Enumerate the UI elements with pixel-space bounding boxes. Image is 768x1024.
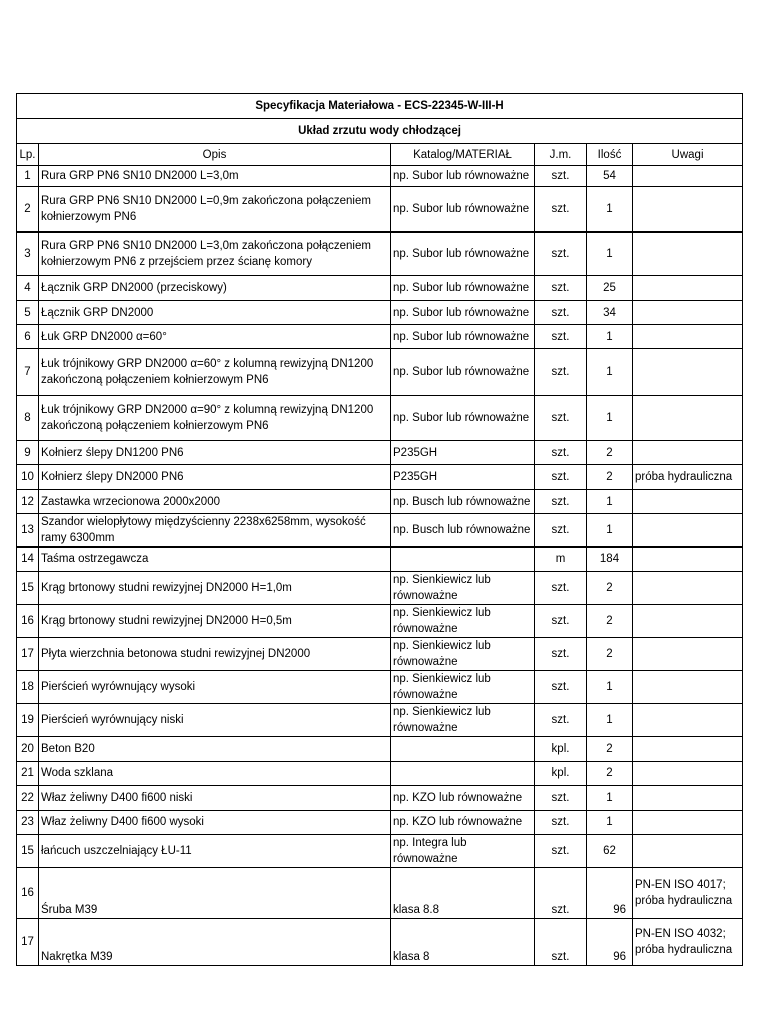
header-notes: Uwagi: [633, 144, 743, 166]
row-number: 9: [17, 441, 39, 465]
row-notes: [633, 834, 743, 867]
row-quantity: 1: [587, 232, 633, 276]
table-row: [17, 441, 743, 465]
row-notes: [633, 490, 743, 514]
row-catalog: np. Subor lub równoważne: [391, 166, 535, 187]
row-number: 20: [17, 736, 39, 761]
row-notes: PN-EN ISO 4032; próba hydrauliczna: [633, 918, 743, 965]
row-notes: [633, 232, 743, 276]
row-notes: [633, 276, 743, 301]
table-row: [17, 637, 743, 670]
row-number: 15: [17, 834, 39, 867]
row-description: Krąg brtonowy studni rewizyjnej DN2000 H=0,5m: [39, 604, 391, 637]
row-catalog: [391, 736, 535, 761]
row-description: Rura GRP PN6 SN10 DN2000 L=3,0m: [39, 166, 391, 187]
row-description: Beton B20: [39, 736, 391, 761]
material-specification-table: [16, 93, 743, 966]
row-quantity: 1: [587, 325, 633, 349]
row-notes: [633, 785, 743, 810]
row-description: Pierścień wyrównujący niski: [39, 703, 391, 736]
row-quantity: 25: [587, 276, 633, 301]
table-row: [17, 736, 743, 761]
row-number: 12: [17, 490, 39, 514]
row-number: 7: [17, 349, 39, 396]
table-row: [17, 785, 743, 810]
row-catalog: np. Sienkiewicz lub równoważne: [391, 604, 535, 637]
row-number: 17: [17, 637, 39, 670]
table-row: [17, 670, 743, 703]
table-row: [17, 703, 743, 736]
row-notes: [633, 349, 743, 396]
row-description: Śruba M39: [39, 867, 391, 918]
table-row: [17, 490, 743, 514]
row-notes: [633, 514, 743, 548]
row-catalog: np. Subor lub równoważne: [391, 187, 535, 232]
row-number: 15: [17, 571, 39, 604]
row-quantity: 1: [587, 785, 633, 810]
row-number: 16: [17, 867, 39, 918]
row-number: 17: [17, 918, 39, 965]
table-row: [17, 571, 743, 604]
row-notes: [633, 637, 743, 670]
row-description: Szandor wielopłytowy międzyścienny 2238x6258mm, wysokość ramy 6300mm: [39, 514, 391, 548]
row-unit: szt.: [535, 301, 587, 325]
row-notes: [633, 547, 743, 571]
header-quantity: Ilość: [587, 144, 633, 166]
row-quantity: 2: [587, 465, 633, 490]
document-title: Specyfikacja Materiałowa - ECS-22345-W-III-H: [17, 94, 743, 119]
row-quantity: 96: [587, 867, 633, 918]
row-description: Właz żeliwny D400 fi600 wysoki: [39, 810, 391, 834]
row-unit: szt.: [535, 166, 587, 187]
row-catalog: np. Sienkiewicz lub równoważne: [391, 670, 535, 703]
row-number: 21: [17, 761, 39, 785]
row-catalog: np. Subor lub równoważne: [391, 396, 535, 441]
row-number: 5: [17, 301, 39, 325]
row-notes: [633, 396, 743, 441]
row-catalog: np. KZO lub równoważne: [391, 785, 535, 810]
table-row: [17, 547, 743, 571]
table-row: [17, 514, 743, 548]
row-unit: kpl.: [535, 761, 587, 785]
row-quantity: 2: [587, 441, 633, 465]
row-description: Kołnierz ślepy DN1200 PN6: [39, 441, 391, 465]
row-quantity: 1: [587, 490, 633, 514]
row-catalog: np. KZO lub równoważne: [391, 810, 535, 834]
row-unit: szt.: [535, 785, 587, 810]
row-number: 22: [17, 785, 39, 810]
header-description: Opis: [39, 144, 391, 166]
row-number: 6: [17, 325, 39, 349]
row-catalog: np. Sienkiewicz lub równoważne: [391, 571, 535, 604]
row-description: Rura GRP PN6 SN10 DN2000 L=0,9m zakończona połączeniem kołnierzowym PN6: [39, 187, 391, 232]
row-number: 23: [17, 810, 39, 834]
row-notes: próba hydrauliczna: [633, 465, 743, 490]
row-catalog: [391, 547, 535, 571]
row-number: 18: [17, 670, 39, 703]
row-unit: szt.: [535, 703, 587, 736]
row-catalog: np. Sienkiewicz lub równoważne: [391, 637, 535, 670]
row-notes: [633, 325, 743, 349]
row-notes: [633, 571, 743, 604]
row-description: Właz żeliwny D400 fi600 niski: [39, 785, 391, 810]
row-number: 10: [17, 465, 39, 490]
row-unit: szt.: [535, 810, 587, 834]
row-catalog: np. Subor lub równoważne: [391, 349, 535, 396]
row-notes: [633, 703, 743, 736]
row-notes: [633, 301, 743, 325]
row-catalog: np. Subor lub równoważne: [391, 276, 535, 301]
row-unit: szt.: [535, 867, 587, 918]
row-catalog: np. Subor lub równoważne: [391, 232, 535, 276]
row-quantity: 34: [587, 301, 633, 325]
header-unit: J.m.: [535, 144, 587, 166]
table-row: [17, 761, 743, 785]
row-quantity: 62: [587, 834, 633, 867]
row-number: 16: [17, 604, 39, 637]
row-number: 2: [17, 187, 39, 232]
row-unit: szt.: [535, 834, 587, 867]
row-quantity: 2: [587, 736, 633, 761]
table-row: [17, 834, 743, 867]
row-catalog: np. Busch lub równoważne: [391, 490, 535, 514]
table-row: [17, 867, 743, 918]
table-row: [17, 232, 743, 276]
row-unit: m: [535, 547, 587, 571]
row-quantity: 1: [587, 349, 633, 396]
row-number: 14: [17, 547, 39, 571]
row-number: 19: [17, 703, 39, 736]
row-description: Łuk trójnikowy GRP DN2000 α=60° z kolumną rewizyjną DN1200 zakończoną połączeniem kołnierzowym PN6: [39, 349, 391, 396]
row-description: Woda szklana: [39, 761, 391, 785]
column-header-row: [17, 144, 743, 166]
row-unit: szt.: [535, 637, 587, 670]
row-description: Płyta wierzchnia betonowa studni rewizyjnej DN2000: [39, 637, 391, 670]
row-catalog: np. Integra lub równoważne: [391, 834, 535, 867]
row-unit: szt.: [535, 571, 587, 604]
table-row: [17, 301, 743, 325]
row-description: Kołnierz ślepy DN2000 PN6: [39, 465, 391, 490]
row-unit: szt.: [535, 441, 587, 465]
table-row: [17, 396, 743, 441]
row-catalog: np. Subor lub równoważne: [391, 325, 535, 349]
row-quantity: 2: [587, 637, 633, 670]
row-description: Rura GRP PN6 SN10 DN2000 L=3,0m zakończona połączeniem kołnierzowym PN6 z przejściem przez ścianę komory: [39, 232, 391, 276]
row-unit: szt.: [535, 918, 587, 965]
row-description: Łącznik GRP DN2000 (przeciskowy): [39, 276, 391, 301]
row-quantity: 96: [587, 918, 633, 965]
row-unit: szt.: [535, 514, 587, 548]
row-quantity: 1: [587, 514, 633, 548]
row-unit: szt.: [535, 276, 587, 301]
row-unit: szt.: [535, 187, 587, 232]
table-row: [17, 810, 743, 834]
row-unit: szt.: [535, 604, 587, 637]
table-row: [17, 918, 743, 965]
row-quantity: 1: [587, 670, 633, 703]
row-quantity: 1: [587, 810, 633, 834]
row-notes: [633, 761, 743, 785]
table-row: [17, 187, 743, 232]
row-number: 13: [17, 514, 39, 548]
row-catalog: klasa 8.8: [391, 867, 535, 918]
row-quantity: 2: [587, 571, 633, 604]
row-notes: [633, 810, 743, 834]
table-row: [17, 276, 743, 301]
row-catalog: np. Busch lub równoważne: [391, 514, 535, 548]
row-description: Nakrętka M39: [39, 918, 391, 965]
row-catalog: P235GH: [391, 441, 535, 465]
row-quantity: 1: [587, 396, 633, 441]
row-catalog: np. Sienkiewicz lub równoważne: [391, 703, 535, 736]
row-unit: szt.: [535, 232, 587, 276]
row-unit: szt.: [535, 670, 587, 703]
row-description: Pierścień wyrównujący wysoki: [39, 670, 391, 703]
row-quantity: 2: [587, 761, 633, 785]
table-row: [17, 465, 743, 490]
row-quantity: 184: [587, 547, 633, 571]
row-number: 8: [17, 396, 39, 441]
row-description: Zastawka wrzecionowa 2000x2000: [39, 490, 391, 514]
row-description: Łuk trójnikowy GRP DN2000 α=90° z kolumną rewizyjną DN1200 zakończoną połączeniem kołnierzowym PN6: [39, 396, 391, 441]
row-number: 4: [17, 276, 39, 301]
row-notes: [633, 187, 743, 232]
row-number: 1: [17, 166, 39, 187]
row-description: Łącznik GRP DN2000: [39, 301, 391, 325]
row-description: łańcuch uszczelniający ŁU-11: [39, 834, 391, 867]
row-unit: szt.: [535, 465, 587, 490]
row-unit: szt.: [535, 325, 587, 349]
row-catalog: P235GH: [391, 465, 535, 490]
row-notes: [633, 670, 743, 703]
row-catalog: klasa 8: [391, 918, 535, 965]
table-row: [17, 325, 743, 349]
row-notes: [633, 166, 743, 187]
row-quantity: 2: [587, 604, 633, 637]
row-unit: szt.: [535, 349, 587, 396]
row-description: Krąg brtonowy studni rewizyjnej DN2000 H=1,0m: [39, 571, 391, 604]
row-quantity: 54: [587, 166, 633, 187]
row-unit: szt.: [535, 490, 587, 514]
row-quantity: 1: [587, 187, 633, 232]
row-notes: PN-EN ISO 4017; próba hydrauliczna: [633, 867, 743, 918]
row-notes: [633, 604, 743, 637]
table-row: [17, 604, 743, 637]
table-row: [17, 349, 743, 396]
row-catalog: [391, 761, 535, 785]
row-unit: kpl.: [535, 736, 587, 761]
row-notes: [633, 736, 743, 761]
header-lp: Lp.: [17, 144, 39, 166]
table-body: [17, 166, 743, 966]
row-quantity: 1: [587, 703, 633, 736]
row-description: Łuk GRP DN2000 α=60°: [39, 325, 391, 349]
row-number: 3: [17, 232, 39, 276]
row-notes: [633, 441, 743, 465]
table-row: [17, 166, 743, 187]
row-catalog: np. Subor lub równoważne: [391, 301, 535, 325]
row-description: Taśma ostrzegawcza: [39, 547, 391, 571]
header-catalog: Katalog/MATERIAŁ: [391, 144, 535, 166]
row-unit: szt.: [535, 396, 587, 441]
document-subtitle: Układ zrzutu wody chłodzącej: [17, 119, 743, 144]
